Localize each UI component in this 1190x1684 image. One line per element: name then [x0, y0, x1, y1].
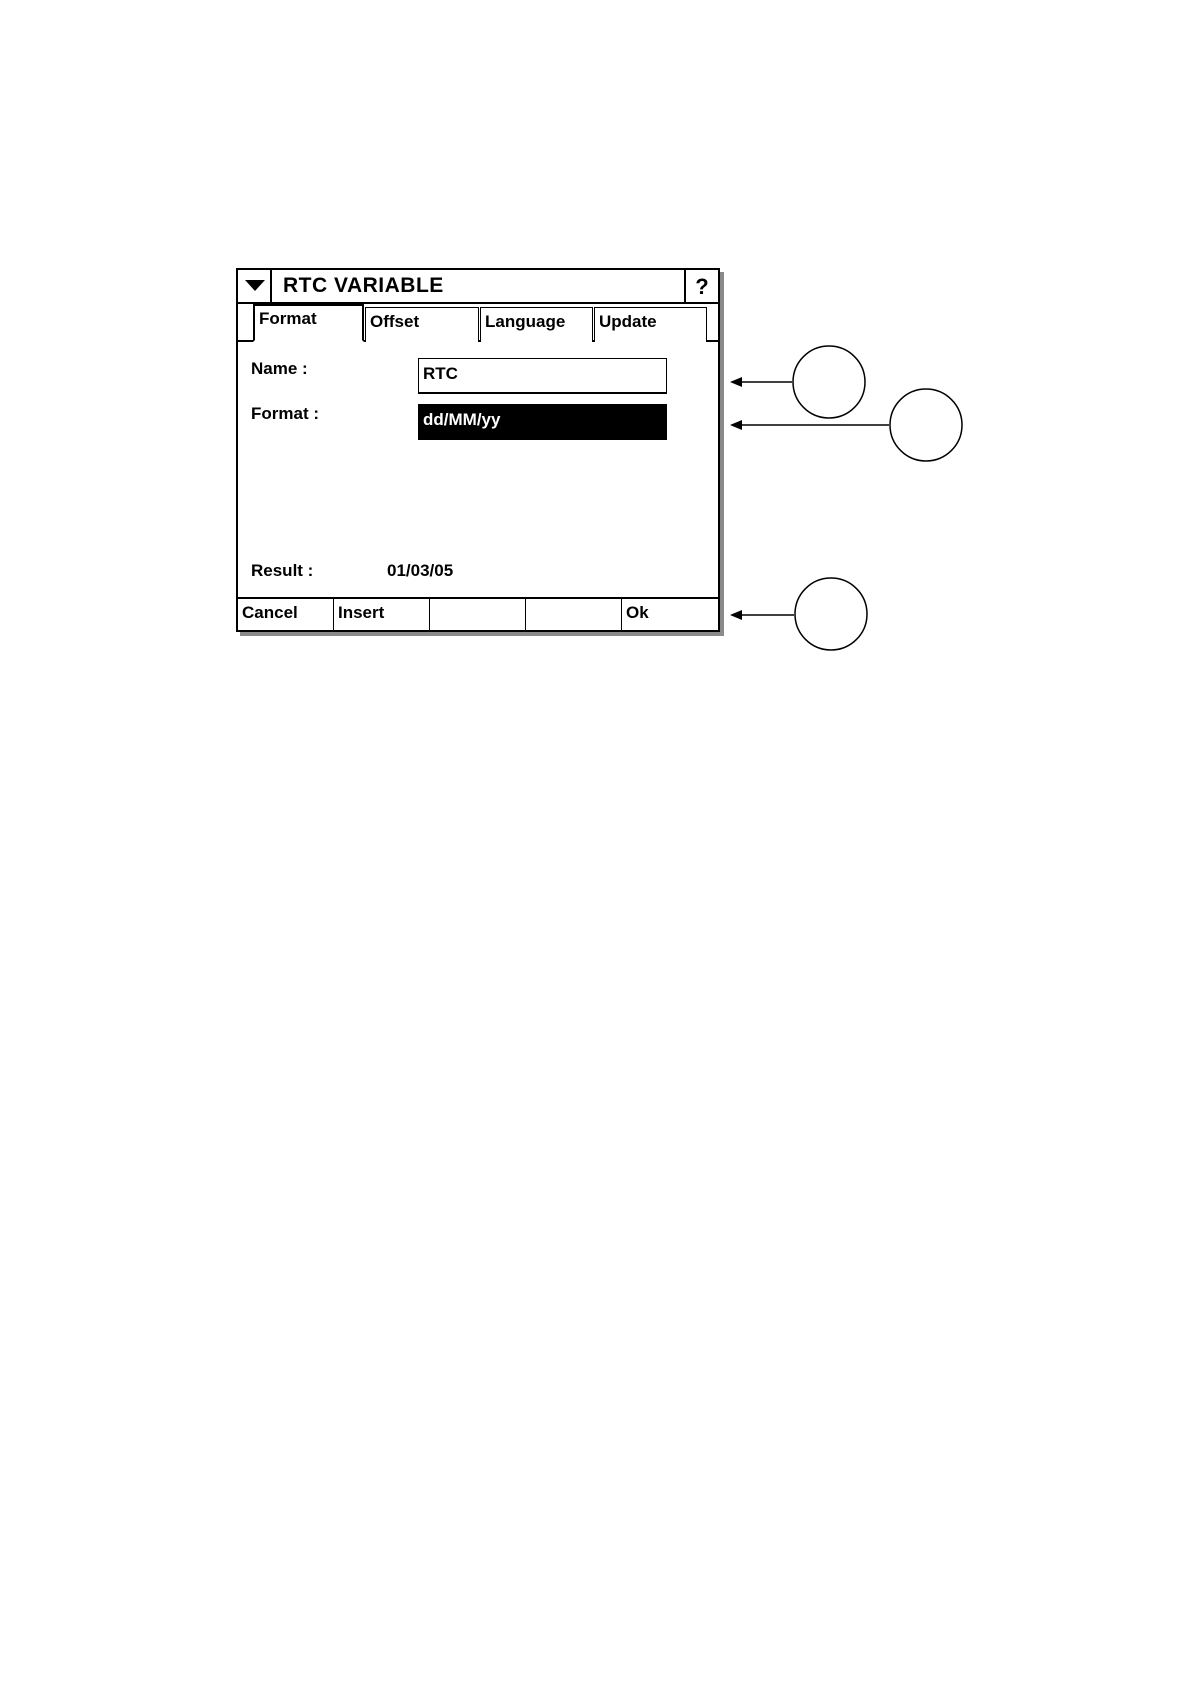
help-button[interactable]: ? [684, 270, 718, 302]
callout-name-field [730, 346, 865, 418]
tab-format[interactable]: Format [253, 304, 364, 342]
callout-format-field [730, 389, 962, 461]
insert-button[interactable]: Insert [334, 599, 430, 630]
callout-circle-1 [793, 346, 865, 418]
result-label: Result : [251, 561, 314, 580]
arrowhead-icon [730, 610, 742, 620]
format-label: Format : [251, 404, 319, 423]
dialog-title: RTC VARIABLE [283, 274, 444, 297]
callout-annotations [0, 0, 1190, 700]
tab-offset[interactable]: Offset [365, 307, 479, 342]
callout-circle-2 [890, 389, 962, 461]
callout-circle-3 [795, 578, 867, 650]
cancel-button[interactable]: Cancel [238, 599, 334, 630]
ok-button[interactable]: Ok [622, 599, 718, 630]
tab-language[interactable]: Language [480, 307, 593, 342]
name-input[interactable]: RTC [418, 358, 667, 394]
arrowhead-icon [730, 420, 742, 430]
tab-update[interactable]: Update [594, 307, 707, 342]
name-label: Name : [251, 359, 308, 378]
callout-softkeys [730, 578, 867, 650]
result-value: 01/03/05 [387, 561, 454, 580]
format-input[interactable]: dd/MM/yy [418, 404, 667, 440]
arrowhead-icon [730, 377, 742, 387]
